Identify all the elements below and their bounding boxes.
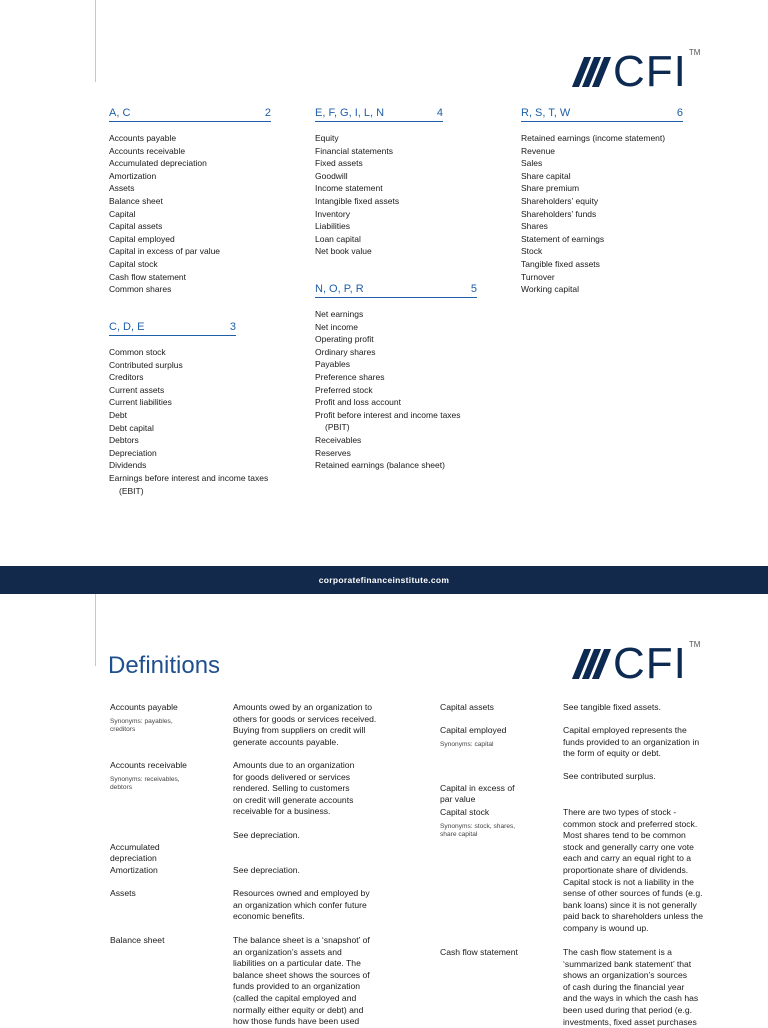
definition-term — [110, 865, 225, 877]
list-item: Shareholders’ equity — [521, 195, 599, 206]
list-item: Shares — [521, 221, 548, 232]
list-item-continuation: (PBIT) — [325, 422, 350, 433]
list-item: Equity — [315, 133, 339, 143]
definition-term — [440, 702, 555, 714]
list-item: Operating profit — [315, 334, 374, 345]
list-item: Common shares — [109, 284, 172, 295]
section-header — [315, 283, 477, 298]
cfi-logo-mark — [572, 57, 611, 87]
list-item-continuation: (EBIT) — [119, 485, 144, 496]
list-item: Assets — [109, 183, 135, 194]
definition-term — [440, 725, 555, 749]
list-item: Turnover — [521, 271, 555, 282]
index-section-rstw — [521, 107, 683, 296]
list-item-text: Profit before interest and income taxes — [315, 409, 461, 420]
list-item: Accounts payable — [109, 133, 177, 143]
list-item: Debt — [109, 409, 127, 420]
definition-text: The balance sheet is a ‘snapshot’ of an organization’s assets and liabilities on a particular date. The balance sheet shows the sources of funds provided to an organization (called the capital employed and normally either equity or debt) and how those funds have been used — [233, 935, 370, 1027]
definition-term — [110, 888, 225, 900]
list-item: Debtors — [109, 435, 139, 446]
list-item: Receivables — [315, 434, 362, 445]
section-title: C, D, E — [109, 321, 145, 333]
section-page-number: 6 — [676, 107, 683, 119]
definition-text: See contributed surplus. — [563, 771, 656, 781]
list-item — [109, 472, 309, 497]
list-item: Financial statements — [315, 145, 393, 156]
section-header — [109, 107, 271, 122]
logo-trademark: TM — [688, 48, 701, 57]
term-name: Capital assets — [440, 702, 494, 712]
term-name: Accounts receivable — [110, 760, 187, 770]
section-term-list — [109, 132, 271, 296]
list-item: Sales — [521, 158, 543, 169]
section-title: N, O, P, R — [315, 283, 364, 295]
list-item: Current assets — [109, 384, 165, 395]
list-item: Net book value — [315, 246, 372, 257]
list-item: Net income — [315, 321, 358, 332]
list-item: Dividends — [109, 460, 147, 471]
list-item: Common stock — [109, 347, 166, 357]
term-name: Capital employed — [440, 725, 507, 735]
index-section-nopr — [315, 283, 477, 472]
section-page-number: 5 — [470, 283, 477, 295]
definition-term — [110, 830, 225, 865]
list-item: Liabilities — [315, 221, 350, 232]
definition-term — [110, 935, 225, 947]
section-title: R, S, T, W — [521, 107, 571, 119]
term-name: Amortization — [110, 865, 158, 875]
term-synonyms: Synonyms: receivables, debtors — [110, 775, 180, 791]
definition-text: Amounts owed by an organization to others for goods or services received. Buying from suppliers on credit will generate accounts payable. — [233, 702, 377, 747]
list-item: Tangible fixed assets — [521, 258, 600, 269]
term-name: Assets — [110, 888, 136, 898]
list-item: Capital stock — [109, 258, 158, 269]
cfi-logo — [578, 639, 701, 688]
list-item: Inventory — [315, 208, 350, 219]
term-synonyms: Synonyms: payables, creditors — [110, 717, 173, 733]
list-item-text: Earnings before interest and income taxes — [109, 472, 269, 483]
list-item: Reserves — [315, 447, 351, 458]
list-item: Debt capital — [109, 422, 154, 433]
term-name: Accumulated depreciation — [110, 841, 160, 863]
list-item: Statement of earnings — [521, 233, 605, 244]
definition-text: Amounts due to an organization for goods delivered or services rendered. Selling to customers on credit will generate accounts receivable for a business. — [233, 760, 355, 817]
index-section-cde — [109, 321, 269, 497]
term-name: Capital stock — [440, 807, 490, 817]
definition-term — [440, 807, 555, 840]
definition-term — [110, 760, 225, 793]
section-term-list — [315, 308, 505, 472]
definition-text: See depreciation. — [233, 865, 300, 875]
list-item: Intangible fixed assets — [315, 195, 400, 206]
term-name: Capital in excess of par value — [440, 782, 515, 804]
list-item: Share premium — [521, 183, 580, 194]
list-item: Payables — [315, 359, 350, 370]
list-item: Accounts receivable — [109, 145, 186, 156]
section-page-number: 3 — [229, 321, 236, 333]
footer-band — [0, 566, 768, 594]
definition-term — [440, 771, 555, 806]
list-item: Retained earnings (balance sheet) — [315, 460, 445, 471]
index-section-efg — [315, 107, 443, 258]
list-item: Goodwill — [315, 170, 348, 181]
page-margin-rule — [95, 0, 96, 82]
list-item: Capital employed — [109, 233, 175, 244]
definition-text: Resources owned and employed by an organization which confer future economic benefits. — [233, 888, 370, 922]
definition-term — [440, 947, 555, 959]
logo-trademark: TM — [688, 640, 701, 649]
section-title: A, C — [109, 107, 131, 119]
index-section-ac — [109, 107, 271, 296]
term-name: Cash flow statement — [440, 947, 518, 957]
definitions-title: Definitions — [108, 652, 221, 679]
definition-text: See depreciation. — [233, 830, 300, 840]
list-item: Depreciation — [109, 447, 157, 458]
definition-text: There are two types of stock - common stock and preferred stock. Most shares tend to be common stock and generally carry one vote each and carry an equal right to a proportionate share of dividends. Capital stock is not a liability in the sense of other sources of funds (e.g. bank loans) since it is not generally paid back to shareholders unless the company is wound up. — [563, 807, 703, 933]
term-synonyms: Synonyms: stock, shares, share capital — [440, 822, 516, 838]
list-item: Balance sheet — [109, 195, 163, 206]
list-item — [315, 409, 505, 434]
list-item: Shareholders’ funds — [521, 208, 597, 219]
list-item: Revenue — [521, 145, 556, 156]
logo-text: CFI — [613, 47, 687, 96]
cfi-logo — [578, 47, 701, 96]
list-item: Loan capital — [315, 233, 361, 244]
section-header — [521, 107, 683, 122]
list-item: Cash flow statement — [109, 271, 187, 282]
section-term-list — [521, 132, 683, 296]
list-item: Income statement — [315, 183, 383, 194]
list-item: Share capital — [521, 170, 571, 181]
list-item: Capital in excess of par value — [109, 246, 221, 257]
list-item: Amortization — [109, 170, 157, 181]
term-name: Accounts payable — [110, 702, 178, 712]
list-item: Accumulated depreciation — [109, 158, 207, 169]
list-item: Fixed assets — [315, 158, 363, 169]
list-item: Ordinary shares — [315, 346, 376, 357]
list-item: Capital assets — [109, 221, 163, 232]
definition-term — [110, 702, 225, 735]
section-page-number: 2 — [264, 107, 271, 119]
section-header — [109, 321, 236, 336]
term-synonyms: Synonyms: capital — [440, 740, 494, 748]
definition-text: See tangible fixed assets. — [563, 702, 661, 712]
list-item: Creditors — [109, 372, 144, 383]
list-item: Profit and loss account — [315, 397, 401, 408]
definition-text: The cash flow statement is a ‘summarized bank statement’ that shows an organization’s sources of cash during the financial year and the ways in which the cash has been used during that period (e.g. investments, fixed asset purchases — [563, 947, 699, 1027]
section-term-list — [315, 132, 443, 258]
list-item: Current liabilities — [109, 397, 172, 408]
list-item: Stock — [521, 246, 543, 257]
list-item: Contributed surplus — [109, 359, 183, 370]
section-page-number: 4 — [436, 107, 443, 119]
section-header — [315, 107, 443, 122]
page-margin-rule — [95, 594, 96, 666]
list-item: Preference shares — [315, 371, 385, 382]
list-item: Working capital — [521, 284, 579, 295]
list-item: Capital — [109, 208, 136, 219]
logo-text: CFI — [613, 639, 687, 688]
footer-url: corporatefinanceinstitute.com — [318, 575, 450, 585]
list-item: Preferred stock — [315, 384, 373, 395]
term-name: Balance sheet — [110, 935, 165, 945]
list-item: Retained earnings (income statement) — [521, 133, 666, 143]
list-item: Net earnings — [315, 309, 364, 319]
section-title: E, F, G, I, L, N — [315, 107, 385, 119]
definition-text: Capital employed represents the funds provided to an organization in the form of equity or debt. — [563, 725, 700, 759]
cfi-logo-mark — [572, 649, 611, 679]
section-term-list — [109, 346, 309, 497]
